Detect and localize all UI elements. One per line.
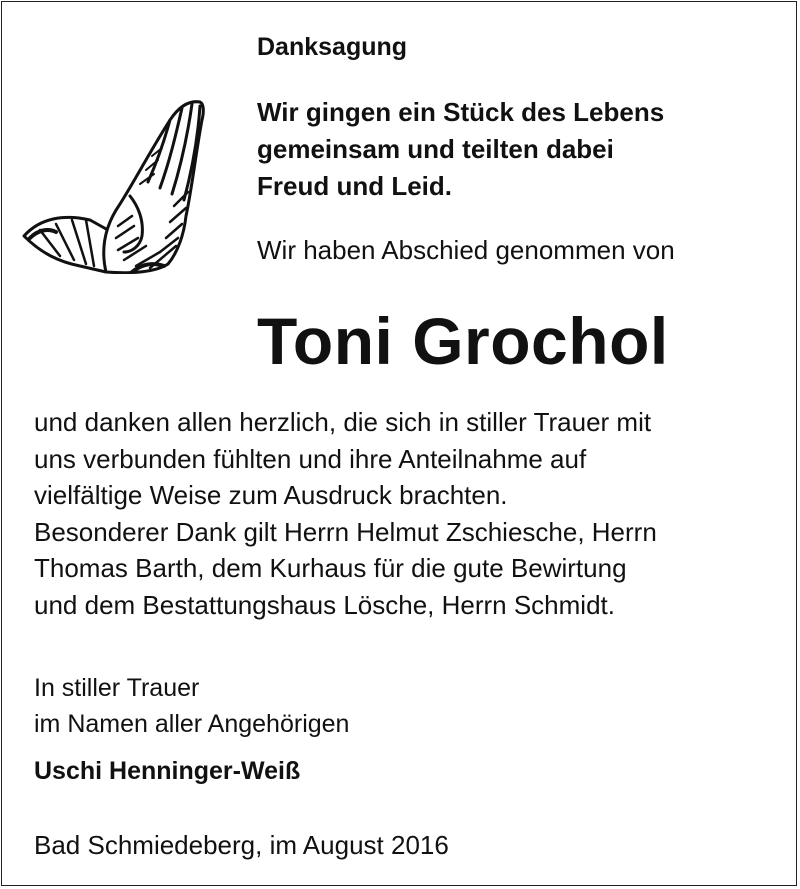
body-line: vielfältige Weise zum Ausdruck brachten.	[34, 480, 508, 510]
body-line: uns verbunden fühlten und ihre Anteilnahme auf	[34, 443, 587, 474]
signer-name: Uschi Henninger-Weiß	[34, 757, 301, 785]
farewell-line: Wir haben Abschied genommen von	[257, 235, 675, 265]
closing-line: im Namen aller Angehörigen	[34, 710, 350, 738]
body-line: und danken allen herzlich, die sich in stiller Trauer mit	[34, 407, 652, 437]
body-line: und dem Bestattungshaus Lösche, Herrn Schmidt.	[34, 589, 615, 620]
verse-line: Freud und Leid.	[257, 171, 452, 201]
closing-line: In stiller Trauer	[34, 674, 200, 702]
verse-block	[257, 94, 664, 205]
deceased-name: Toni Grochol	[257, 304, 669, 378]
verse-line: Wir gingen ein Stück des Lebens	[257, 97, 665, 127]
body-line: Thomas Barth, dem Kurhaus für die gute Bewirtung	[34, 553, 627, 583]
place-date: Bad Schmiedeberg, im August 2016	[34, 830, 449, 860]
thanks-paragraph	[34, 404, 657, 623]
verse-line: gemeinsam und teilten dabei	[257, 134, 614, 164]
closing-block	[34, 670, 349, 742]
body-line: Besonderer Dank gilt Herrn Helmut Zschiesche, Herrn	[34, 516, 657, 547]
praying-hands-icon	[20, 96, 212, 274]
notice-heading: Danksagung	[257, 33, 408, 61]
